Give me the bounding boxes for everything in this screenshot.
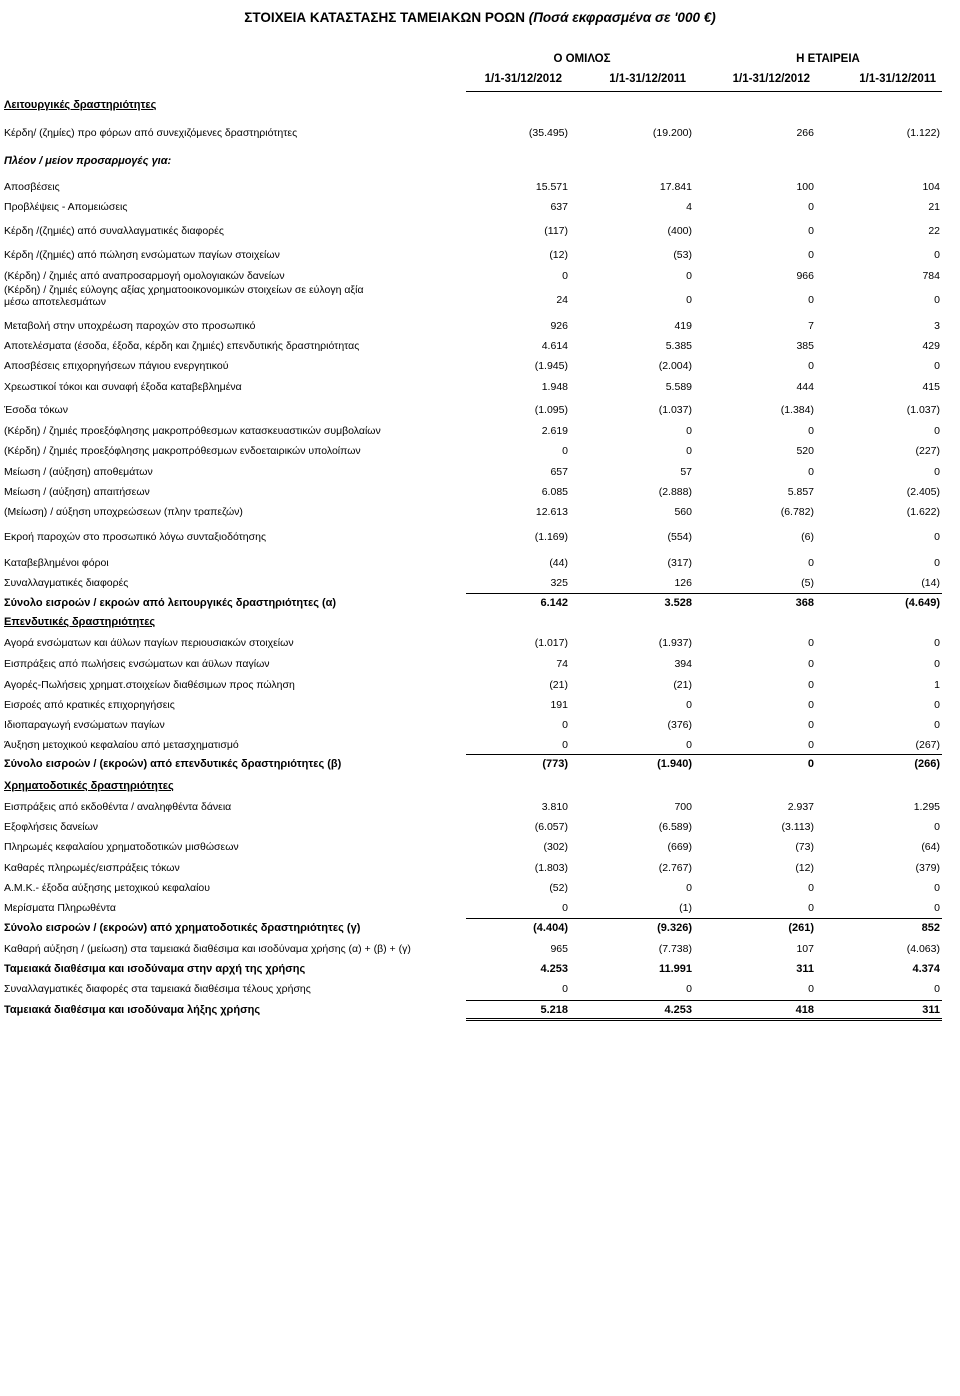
statement-title (0, 10, 960, 25)
row-label: Συναλλαγματικές διαφορές στα ταμειακά διαθέσιμα τέλους χρήσης (4, 983, 311, 995)
cell-col-3: 0 (808, 679, 814, 691)
cell-col-4: 0 (934, 466, 940, 478)
cell-col-2: (554) (667, 531, 692, 543)
cell-col-2: (7.738) (658, 943, 692, 955)
cell-col-4: 852 (921, 922, 940, 934)
cell-col-2: (1.940) (657, 758, 692, 770)
row-label: Αγορές-Πωλήσεις χρηματ.στοιχείων διαθέσιμων προς πώληση (4, 679, 295, 691)
cell-col-1: (1.017) (534, 637, 568, 649)
row-label: Άυξηση μετοχικού κεφαλαίου από μετασχηματισμό (4, 739, 239, 751)
row-label: Σύνολο εισροών / εκροών από λειτουργικές δραστηριότητες (α) (4, 597, 337, 609)
row-label: Εισπράξεις από εκδοθέντα / αναληφθέντα δάνεια (4, 801, 232, 813)
cell-col-2: (6.589) (658, 821, 692, 833)
section-header (0, 155, 960, 171)
cell-col-1: 637 (550, 201, 568, 213)
cell-col-1: 4.614 (541, 340, 568, 352)
row-label: Εισπράξεις από πωλήσεις ενσώματων και άϋλων παγίων (4, 658, 270, 670)
cell-col-4: 0 (934, 983, 940, 995)
cell-col-4: 0 (934, 658, 940, 670)
table-row (0, 381, 960, 397)
cell-col-4: 3 (934, 320, 940, 332)
cell-col-1: 24 (556, 294, 568, 306)
table-row (0, 577, 960, 593)
cell-col-4: (379) (915, 862, 940, 874)
table-row (0, 340, 960, 356)
cell-col-4: 22 (928, 225, 940, 237)
title-main: ΣΤΟΙΧΕΙΑ ΚΑΤΑΣΤΑΣΗΣ ΤΑΜΕΙΑΚΩΝ ΡΟΩΝ (244, 10, 525, 25)
row-label: Πληρωμές κεφαλαίου χρηματοδοτικών μισθώσεων (4, 841, 239, 853)
cell-col-2: 0 (686, 270, 692, 282)
cell-col-1: 15.571 (535, 181, 568, 193)
cell-col-2: (19.200) (652, 127, 692, 139)
row-label: Μείωση / (αύξηση) απαιτήσεων (4, 486, 150, 498)
cell-col-4: 429 (922, 340, 940, 352)
row-label: Επενδυτικές δραστηριότητες (4, 616, 156, 628)
row-label: Λειτουργικές δραστηριότητες (4, 99, 157, 111)
row-label: Εκροή παροχών στο προσωπικό λόγω συνταξιοδότησης (4, 531, 267, 543)
cell-col-1: (35.495) (528, 127, 568, 139)
cell-col-2: 419 (674, 320, 692, 332)
cell-col-4: (4.649) (905, 597, 940, 609)
cell-col-2: (1.037) (658, 404, 692, 416)
row-label: Πλέον / μείον προσαρμογές για: (4, 155, 172, 167)
cell-col-3: (3.113) (781, 821, 814, 833)
row-label: Εισροές από κρατικές επιχορηγήσεις (4, 699, 175, 711)
row-label: Αγορά ενσώματων και άϋλων παγίων περιουσιακών στοιχείων (4, 637, 294, 649)
cell-col-2: 5.385 (665, 340, 692, 352)
cell-col-1: (21) (549, 679, 568, 691)
cell-col-3: 0 (808, 739, 814, 751)
table-row (0, 531, 960, 547)
cell-col-1: 0 (562, 902, 568, 914)
row-label: Χρεωστικοί τόκοι και συναφή έξοδα καταβεβλημένα (4, 381, 242, 393)
cell-col-4: (1.122) (906, 127, 940, 139)
table-row (0, 425, 960, 441)
table-row (0, 445, 960, 461)
cell-col-2: 4.253 (664, 1004, 692, 1016)
cell-col-2: (9.326) (657, 922, 692, 934)
table-row (0, 719, 960, 735)
cell-col-2: 0 (686, 445, 692, 457)
cell-col-1: (1.095) (534, 404, 568, 416)
row-label: Μεταβολή στην υποχρέωση παροχών στο προσωπικό (4, 320, 256, 332)
table-row (0, 201, 960, 217)
cell-col-1: (1.945) (534, 360, 568, 372)
table-row (0, 506, 960, 522)
cell-col-4: 1.295 (913, 801, 940, 813)
cell-col-2: (21) (673, 679, 692, 691)
cell-col-2: (376) (667, 719, 692, 731)
cell-col-2: 0 (686, 983, 692, 995)
cell-col-4: (64) (921, 841, 940, 853)
cell-col-4: (227) (915, 445, 940, 457)
table-row (0, 320, 960, 336)
row-label: Καταβεβλημένοι φόροι (4, 557, 109, 569)
cell-col-3: 0 (808, 294, 814, 306)
cell-col-3: 0 (808, 201, 814, 213)
cell-col-4: 0 (934, 902, 940, 914)
row-label: Μερίσματα Πληρωθέντα (4, 902, 117, 914)
cell-col-3: 0 (808, 719, 814, 731)
cell-col-1: 325 (550, 577, 568, 589)
row-label: Εξοφλήσεις δανείων (4, 821, 99, 833)
table-row (0, 882, 960, 898)
row-label: Μείωση / (αύξηση) αποθεμάτων (4, 466, 153, 478)
cell-col-2: 0 (686, 882, 692, 894)
cell-col-2: (1) (679, 902, 692, 914)
cell-col-3: 100 (796, 181, 814, 193)
total-row (0, 758, 960, 774)
table-row (0, 658, 960, 674)
cell-col-2: 0 (686, 425, 692, 437)
cell-col-3: 5.857 (787, 486, 814, 498)
cell-col-3: 444 (796, 381, 814, 393)
cell-col-4: 0 (934, 557, 940, 569)
column-header-2: 1/1-31/12/2011 (609, 73, 686, 85)
column-header-1: 1/1-31/12/2012 (484, 73, 562, 85)
cell-col-3: 0 (808, 983, 814, 995)
cell-col-3: (261) (788, 922, 814, 934)
total-row (0, 922, 960, 938)
cell-col-2: 57 (680, 466, 692, 478)
cell-col-2: (400) (667, 225, 692, 237)
cell-col-4: (1.037) (906, 404, 940, 416)
cell-col-3: 0 (808, 882, 814, 894)
cell-col-3: 0 (808, 637, 814, 649)
cell-col-4: (267) (915, 739, 940, 751)
cell-col-4: 0 (934, 699, 940, 711)
cell-col-2: 0 (686, 699, 692, 711)
total-row (0, 963, 960, 979)
cell-col-1: 0 (562, 445, 568, 457)
row-label: Καθαρές πληρωμές/εισπράξεις τόκων (4, 862, 180, 874)
table-row (0, 225, 960, 241)
cell-col-2: (317) (667, 557, 692, 569)
cell-col-2: 4 (686, 201, 692, 213)
cell-col-1: 926 (550, 320, 568, 332)
cell-col-4: (266) (914, 758, 940, 770)
cell-col-4: 0 (934, 531, 940, 543)
table-row (0, 699, 960, 715)
row-label: (Κέρδη) / ζημιές εύλογης αξίας χρηματοοικονομικών στοιχείων σε εύλογη αξία μέσω αποτελεσμάτων (4, 284, 364, 308)
cell-col-2: (1.937) (658, 637, 692, 649)
table-row (0, 466, 960, 482)
cell-col-1: (6.057) (534, 821, 568, 833)
subtotal-rule (466, 754, 942, 755)
section-header (0, 616, 960, 632)
column-header-3: 1/1-31/12/2012 (732, 73, 810, 85)
cell-col-1: 0 (562, 983, 568, 995)
cell-col-3: 0 (808, 557, 814, 569)
row-label: Σύνολο εισροών / (εκροών) από χρηματοδοτικές δραστηριότητες (γ) (4, 922, 361, 934)
cell-col-4: 415 (922, 381, 940, 393)
cell-col-3: 2.937 (787, 801, 814, 813)
cell-col-3: 0 (808, 225, 814, 237)
closing-balance-top-rule (466, 1000, 942, 1001)
cell-col-1: 965 (550, 943, 568, 955)
cell-col-2: 560 (674, 506, 692, 518)
cell-col-4: 104 (922, 181, 940, 193)
cell-col-1: 0 (562, 739, 568, 751)
cell-col-3: 311 (796, 963, 814, 975)
table-row (0, 862, 960, 878)
cell-col-3: (6) (801, 531, 814, 543)
table-row (0, 249, 960, 265)
cell-col-3: 0 (808, 425, 814, 437)
cell-col-2: 394 (674, 658, 692, 670)
cell-col-4: 1 (934, 679, 940, 691)
cell-col-2: 126 (674, 577, 692, 589)
cell-col-1: (52) (549, 882, 568, 894)
cell-col-1: 5.218 (540, 1004, 568, 1016)
cell-col-3: (1.384) (780, 404, 814, 416)
cell-col-1: 657 (550, 466, 568, 478)
cell-col-2: (2.888) (658, 486, 692, 498)
cell-col-3: 7 (808, 320, 814, 332)
cell-col-2: 700 (674, 801, 692, 813)
row-label: Αποσβέσεις επιχορηγήσεων πάγιου ενεργητικού (4, 360, 229, 372)
cell-col-1: (302) (543, 841, 568, 853)
cell-col-3: 266 (796, 127, 814, 139)
table-row (0, 557, 960, 573)
cell-col-4: 0 (934, 360, 940, 372)
cell-col-1: 12.613 (535, 506, 568, 518)
cell-col-4: (4.063) (906, 943, 940, 955)
cell-col-4: (1.622) (906, 506, 940, 518)
title-unit-note: (Ποσά εκφρασμένα σε '000 €) (528, 10, 716, 25)
row-label: Α.Μ.Κ.- έξοδα αύξησης μετοχικού κεφαλαίου (4, 882, 210, 894)
row-label: Κέρδη /(ζημιές) από πώληση ενσώματων παγίων στοιχείων (4, 249, 280, 261)
cell-col-1: (773) (542, 758, 568, 770)
cell-col-1: 4.253 (540, 963, 568, 975)
cell-col-4: (2.405) (906, 486, 940, 498)
row-label: Έσοδα τόκων (4, 404, 68, 416)
table-row (0, 486, 960, 502)
cell-col-1: 191 (550, 699, 568, 711)
cell-col-4: 0 (934, 249, 940, 261)
row-label: Ταμειακά διαθέσιμα και ισοδύναμα στην αρχή της χρήσης (4, 963, 306, 975)
cell-col-4: 0 (934, 637, 940, 649)
table-row (0, 821, 960, 837)
row-label: Χρηματοδοτικές δραστηριότητες (4, 780, 174, 792)
row-label: (Μείωση) / αύξηση υποχρεώσεων (πλην τραπεζών) (4, 506, 243, 518)
row-label: Σύνολο εισροών / (εκροών) από επενδυτικές δραστηριότητες (β) (4, 758, 342, 770)
cell-col-1: (4.404) (533, 922, 568, 934)
group-header-company: Η ΕΤΑΙΡΕΙΑ (796, 53, 860, 65)
cell-col-3: 107 (796, 943, 814, 955)
cell-col-4: (14) (921, 577, 940, 589)
cell-col-1: (1.169) (534, 531, 568, 543)
table-row (0, 983, 960, 999)
cell-col-4: 784 (922, 270, 940, 282)
cell-col-3: 0 (808, 658, 814, 670)
table-row (0, 637, 960, 653)
cell-col-1: 6.085 (541, 486, 568, 498)
row-label: Κέρδη/ (ζημίες) προ φόρων από συνεχιζόμενες δραστηριότητες (4, 127, 298, 139)
row-label: (Κέρδη) / ζημιές προεξόφλησης μακροπρόθεσμων κατασκευαστικών συμβολαίων (4, 425, 381, 437)
cell-col-1: 2.619 (541, 425, 568, 437)
cell-col-4: 0 (934, 294, 940, 306)
cell-col-3: 0 (808, 360, 814, 372)
table-row (0, 679, 960, 695)
cell-col-4: 0 (934, 719, 940, 731)
section-header (0, 99, 960, 115)
cell-col-1: 0 (562, 719, 568, 731)
table-row (0, 739, 960, 755)
row-label: Αποσβέσεις (4, 181, 60, 193)
row-label: Κέρδη /(ζημιές) από συναλλαγματικές διαφορές (4, 225, 224, 237)
row-label: Αποτελέσματα (έσοδα, έξοδα, κέρδη και ζημιές) επενδυτικής δραστηριότητας (4, 340, 360, 352)
cell-col-4: 0 (934, 882, 940, 894)
table-row (0, 127, 960, 143)
subtotal-rule (466, 593, 942, 594)
section-header (0, 780, 960, 796)
row-label: (Κέρδη) / ζημιές προεξόφλησης μακροπρόθεσμων ενδοεταιρικών υπολοίπων (4, 445, 361, 457)
cell-col-3: 0 (808, 466, 814, 478)
cell-col-3: (73) (795, 841, 814, 853)
cell-col-2: 0 (686, 294, 692, 306)
subtotal-rule (466, 918, 942, 919)
cell-col-3: 0 (808, 699, 814, 711)
cell-col-1: 3.810 (541, 801, 568, 813)
table-row (0, 284, 960, 308)
cell-col-2: 11.991 (658, 963, 692, 975)
closing-balance-double-rule (466, 1018, 942, 1021)
cell-col-3: 0 (808, 902, 814, 914)
cell-col-4: 4.374 (912, 963, 940, 975)
cell-col-4: 311 (922, 1004, 940, 1016)
row-label: Προβλέψεις - Απομειώσεις (4, 201, 128, 213)
table-row (0, 841, 960, 857)
cell-col-3: (5) (801, 577, 814, 589)
cell-col-1: (44) (549, 557, 568, 569)
cell-col-2: (53) (673, 249, 692, 261)
row-label: Συναλλαγματικές διαφορές (4, 577, 129, 589)
cell-col-3: (6.782) (780, 506, 814, 518)
row-label: Ιδιοπαραγωγή ενσώματων παγίων (4, 719, 165, 731)
total-row (0, 597, 960, 613)
cell-col-4: 0 (934, 821, 940, 833)
table-row (0, 902, 960, 918)
cell-col-3: 966 (796, 270, 814, 282)
cell-col-4: 0 (934, 425, 940, 437)
cell-col-3: 0 (808, 249, 814, 261)
cell-col-2: (2.004) (658, 360, 692, 372)
table-row (0, 943, 960, 959)
row-label: (Κέρδη) / ζημιές από αναπροσαρμογή ομολογιακών δανείων (4, 270, 285, 282)
row-label: Ταμειακά διαθέσιμα και ισοδύναμα λήξης χρήσης (4, 1004, 261, 1016)
cell-col-1: (117) (544, 225, 568, 237)
table-row (0, 404, 960, 420)
column-header-4: 1/1-31/12/2011 (859, 73, 936, 85)
table-row (0, 360, 960, 376)
cell-col-3: 0 (807, 758, 814, 770)
cell-col-1: (1.803) (534, 862, 568, 874)
cell-col-1: 1.948 (541, 381, 568, 393)
cell-col-2: (2.767) (658, 862, 692, 874)
cell-col-2: 17.841 (659, 181, 692, 193)
table-row (0, 181, 960, 197)
cell-col-3: 418 (795, 1004, 814, 1016)
cell-col-4: 21 (928, 201, 940, 213)
cell-col-1: 74 (556, 658, 568, 670)
cell-col-1: 6.142 (540, 597, 568, 609)
cell-col-3: 520 (796, 445, 814, 457)
cell-col-3: 368 (795, 597, 814, 609)
cell-col-2: 3.528 (664, 597, 692, 609)
cell-col-3: (12) (795, 862, 814, 874)
header-rule (466, 91, 942, 92)
cell-col-1: 0 (562, 270, 568, 282)
cell-col-1: (12) (549, 249, 568, 261)
cell-col-2: 5.589 (665, 381, 692, 393)
cell-col-2: 0 (686, 739, 692, 751)
row-label: Καθαρή αύξηση / (μείωση) στα ταμειακά διαθέσιμα και ισοδύναμα χρήσης (α) + (β) + (γ) (4, 943, 411, 955)
table-row (0, 801, 960, 817)
cell-col-3: 385 (796, 340, 814, 352)
group-header-group: Ο ΟΜΙΛΟΣ (553, 53, 611, 65)
cell-col-2: (669) (667, 841, 692, 853)
